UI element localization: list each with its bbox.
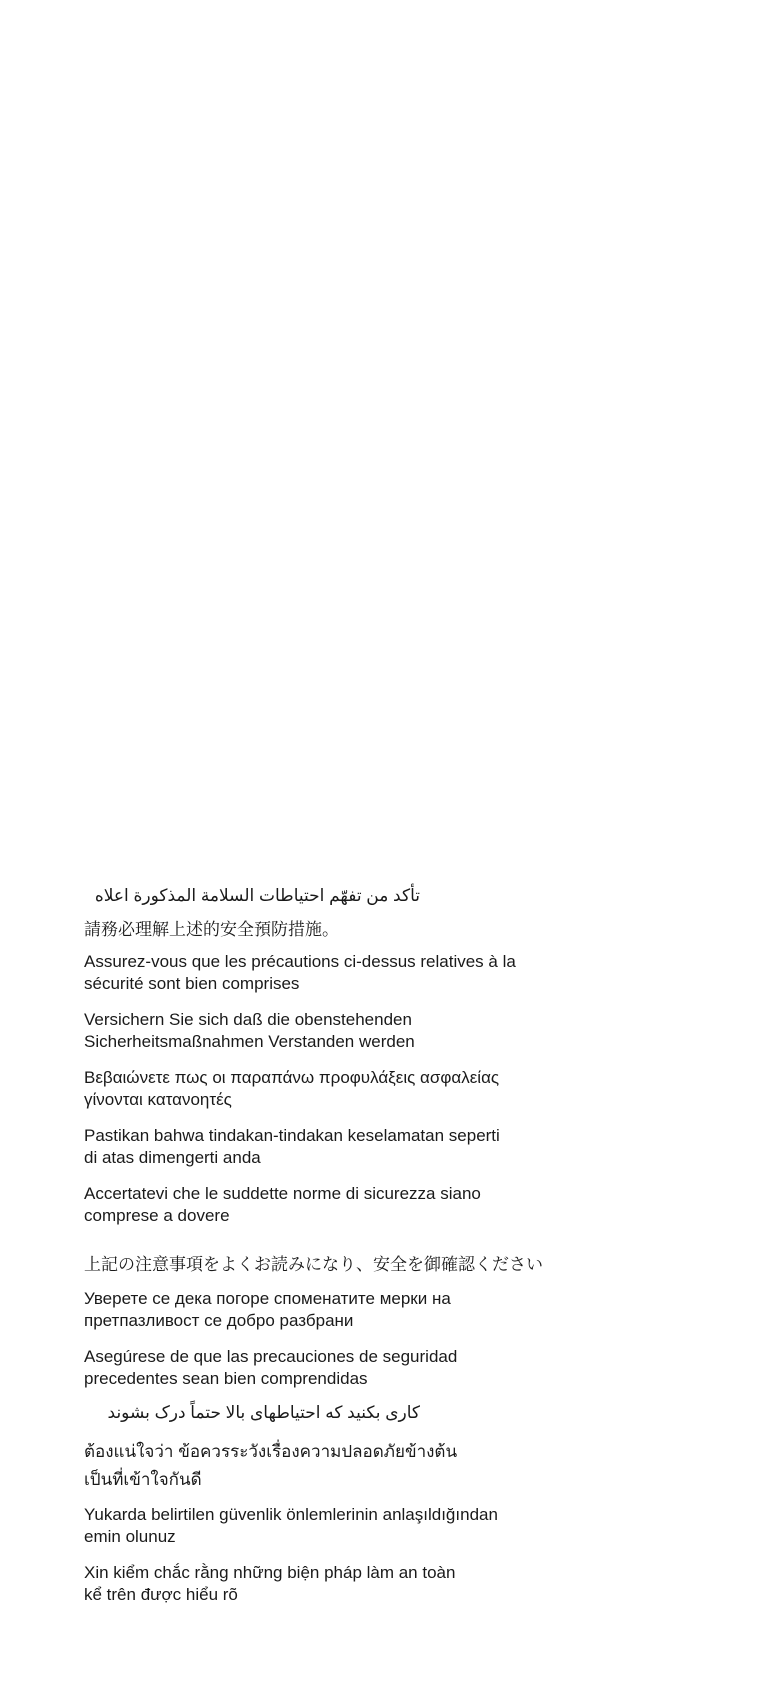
safety-notice-chinese: 請務必理解上述的安全預防措施。: [84, 920, 339, 939]
safety-notice-greek: Βεβαιώνετε πως οι παραπάνω προφυλάξεις ασφαλείας γίνονται κατανοητές: [84, 1068, 500, 1109]
safety-notice-arabic: تأكد من تفهّم احتياطات السلامة المذكورة اعلاه: [94, 886, 420, 905]
safety-notice-turkish: Yukarda belirtilen güvenlik önlemlerinin anlaşıldığından emin olunuz: [84, 1505, 498, 1546]
safety-notice-french: Assurez-vous que les précautions ci-dessus relatives à la sécurité sont bien comprises: [84, 952, 516, 993]
safety-notice-german: Versichern Sie sich daß die obenstehenden Sicherheitsmaßnahmen Verstanden werden: [84, 1010, 415, 1051]
safety-notice-spanish: Asegúrese de que las precauciones de seguridad precedentes sean bien comprendidas: [84, 1347, 458, 1388]
safety-notice-list: [84, 885, 604, 1606]
safety-notice-italian: Accertatevi che le suddette norme di sicurezza siano comprese a dovere: [84, 1184, 481, 1225]
safety-notice-thai: ต้องแน่ใจว่า ข้อควรระวังเรื่องความปลอดภัยข้างต้น เป็นที่เข้าใจกันดี: [84, 1442, 458, 1489]
safety-notice-vietnamese: Xin kiểm chắc rằng những biện pháp làm an toàn kể trên được hiểu rõ: [84, 1563, 456, 1604]
safety-notice-macedonian: Уверете се дека погоре споменатите мерки на претпазливост се добро разбрани: [84, 1289, 451, 1330]
safety-notice-japanese: 上記の注意事項をよくお読みになり、安全を御確認ください: [84, 1255, 543, 1274]
safety-notice-persian: کاری بکنید که احتیاطهای بالا حتماً درک بشوند: [107, 1403, 420, 1422]
safety-notice-indonesian: Pastikan bahwa tindakan-tindakan keselamatan seperti di atas dimengerti anda: [84, 1126, 500, 1167]
